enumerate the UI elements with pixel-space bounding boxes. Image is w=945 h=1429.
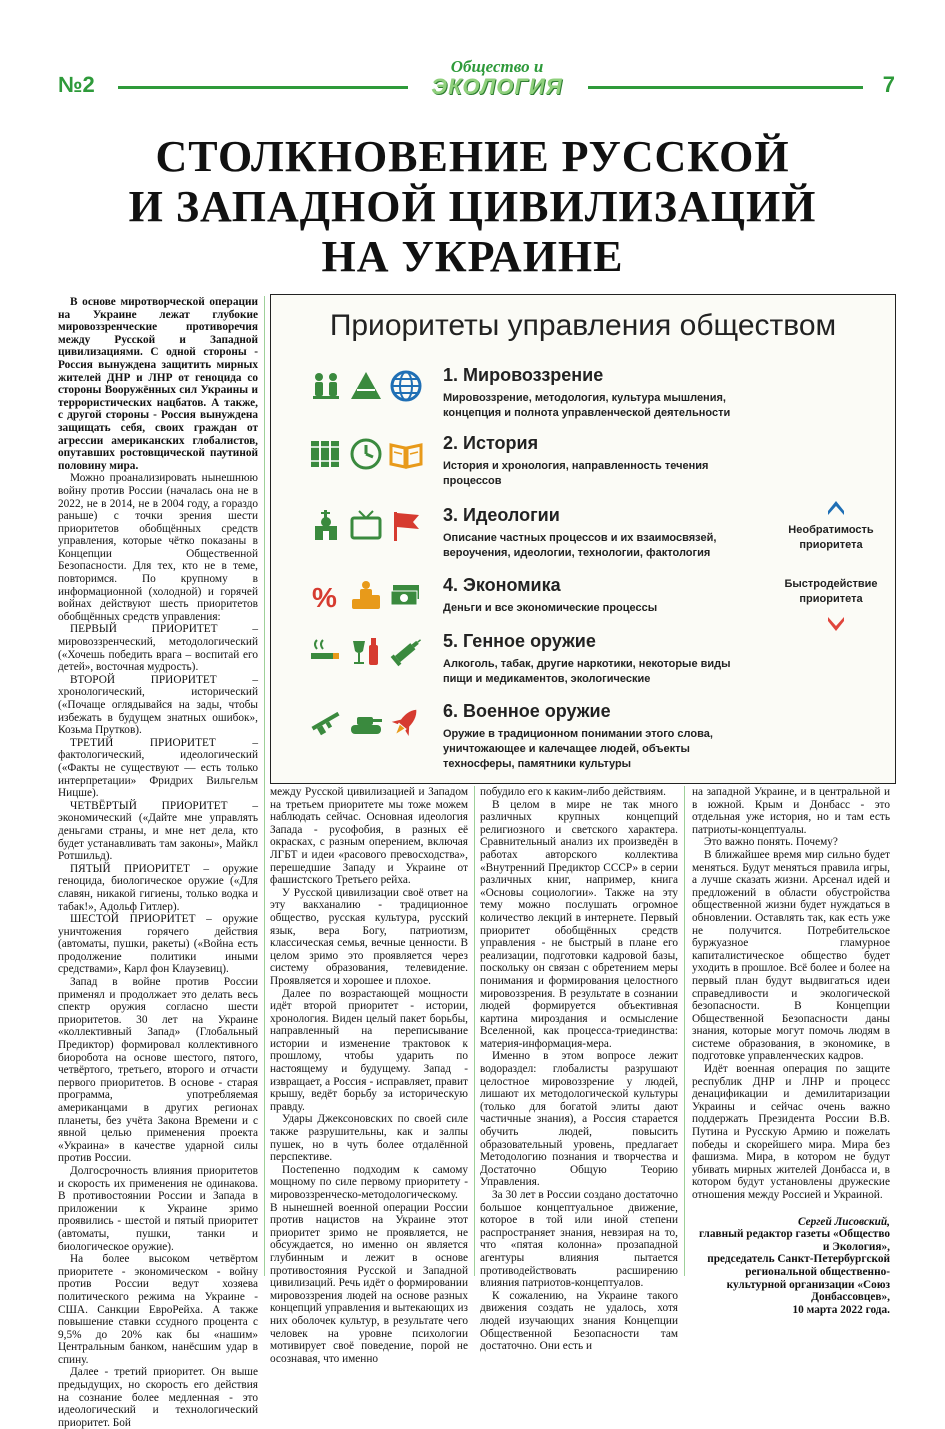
paragraph: ЧЕТВЁРТЫЙ ПРИОРИТЕТ – экономический («Дайте мне управлять деньгами страны, и мне нет дела, кто будет устанавливать там законы», Майкл Ротшильд). — [58, 799, 258, 863]
author-name: Сергей Лисовский, — [797, 1215, 890, 1228]
paragraph: Это важно понять. Почему? — [704, 836, 838, 849]
coins-icon — [349, 579, 383, 613]
column-divider — [264, 296, 265, 1276]
priority-description: Мировоззрение, методология, культура мышления, концепция и полнота управленческой деятельности — [443, 392, 731, 419]
paragraph: Удары Джексоновских по своей силе также разрушительны, как и залпы пушек, но в чуть более отдалённой перспективе. — [270, 1113, 468, 1164]
infographic-title: Приоритеты управления обществом — [329, 309, 837, 342]
paragraph: Долгосрочность влияния приоритетов и скорость их применения не одинакова. В противостоянии России и Запада в приложении к Украине зримо проявились - шестой и пятый приоритет (автоматы, пушки, танки и биологическое оружие). — [58, 1164, 258, 1253]
tv-icon — [349, 509, 383, 543]
article-column-2 — [270, 786, 468, 1365]
syringe-icon — [389, 635, 423, 669]
page-number: 7 — [882, 72, 895, 97]
issue-number: №2 — [58, 72, 95, 97]
paragraph: Далее по возрастающей мощности идёт второй приоритет - истории, хронология. Виден целый пакет борьбы, направленный на переписывание истории и изменение трактовок к прошлому, чтобы ударить по настоящему и будущему. Запад - извращает, а Россия - исправляет, правит крышу, ведёт борьбу за историческую правду. — [270, 987, 468, 1113]
author-credentials: 10 марта 2022 года. — [792, 1303, 890, 1316]
paragraph: между Русской цивилизацией и Западом на третьем приоритете мы тоже можем наблюдать сейчас. Основная идеология Запада - русофобия, в разных её окрасках, с разным оперением, включая ЛГБТ и идеи «расового превосходства», перешедшие Западу и Украине от фашистского Третьего рейха. — [270, 786, 468, 887]
paragraph: ВТОРОЙ ПРИОРИТЕТ – хронологический, исторический («Почаще оглядывайся на зады, чтобы избежать в будущем знатных ошибок», Козьма Прутков). — [58, 673, 258, 737]
globe-icon — [389, 369, 423, 403]
speed-label: Быстродействие приоритета — [784, 578, 878, 605]
paragraph: ПЕРВЫЙ ПРИОРИТЕТ – мировоззренческий, методологический («Хочешь победить врага – воспитай его детей», восточная мудрость). — [58, 623, 258, 674]
column-divider — [474, 786, 475, 1276]
flag-icon — [389, 509, 423, 543]
newspaper-logo — [412, 58, 582, 102]
paragraph: ТРЕТИЙ ПРИОРИТЕТ – фактологический, идеологический («Факты не существуют — есть только интерпретации» Фридрих Вильгельм Ницше). — [58, 736, 258, 800]
paragraph: ПЯТЫЙ ПРИОРИТЕТ – оружие геноцида, биологическое оружие («Для славян, никакой гигиены, только водка и табак!», Адольф Гитлер). — [58, 862, 258, 913]
cigarette-icon — [309, 635, 343, 669]
priority-heading: 6. Военное оружие — [443, 701, 611, 721]
banknotes-icon — [389, 579, 423, 613]
irreversibility-label: Необратимость приоритета — [788, 524, 874, 551]
rocket-icon — [389, 705, 423, 739]
percent-icon — [309, 579, 343, 613]
paragraph: За 30 лет в России создано достаточно большое концептуальное движение, которое в той или иной степени распространяет знания, невзирая на то, что «пятая колонна» прозападной агентуры влияния пытается противодействовать расширению влияния патриотов-концептуалов. — [480, 1189, 678, 1290]
priorities-infographic — [270, 294, 896, 784]
paragraph: В целом в мире не так много различных крупных концепций религиозного и светского характера. Сравнительный анализ их произведён в работах авторского коллектива «Внутренний Предиктор СССР» в серии различных книг, например, книга «Основы социологии». Также на эту тему можно послушать огромное количество лекций в интернете. Первый приоритет обобщённых средств управления - не быстрый в плане его реализации, подготовки кадровой базы, поскольку он связан с обретением меры понимания и формирования целостного мировоззрения. В результате в сознании людей формируется объективная картина мироздания и осмысление Вселенной, как процесса-триединства: материя-информация-мера. — [480, 798, 678, 1050]
paragraph: К сожалению, на Украине такого движения создать не удалось, хотя людей изучающих знания Концепции Общественной Безопасности там достаточно. Они есть и — [480, 1289, 678, 1353]
paragraph: Запад в войне против России применял и продолжает это делать весь спектр оружия согласно шести приоритетов. 30 лет на Украине «коллективный Запад» (Глобальный Предиктор) формировал коллективного биоробота на основе шестого, пятого, четвёртого, третьего, второго и отчасти первого приоритетов. В основе - старая программа, употребляемая американцами в других регионах планеты, без учёта Закона Времени и с явной целью применения проекта «Украина» в качестве ударной силы против России. — [58, 976, 258, 1165]
priority-heading: 3. Идеологии — [443, 505, 560, 525]
paragraph: Постепенно подходим к самому мощному по силе первому приоритету - мировоззренческо-методологическому. В нынешней военной операции России против нацистов на Украине этот приоритет зримо не проявляется, не обсуждается, но именно он является глубинным и лежит в основе противостояния Русской и Западной цивилизаций. Речь идёт о формировании мировоззрения людей на основе разных концепций управления и вытекающих из них оболочек культур, в результате чего человек на уровне психологии мотивирует своё поведение, порой не осознавая, что именно — [270, 1163, 468, 1365]
paragraph: Можно проанализировать нынешнюю войну против России (началась она не в 2022, не в 2014, не в 2004 году, а гораздо раньше) с точки зрения шести приоритетов обобщённых средств управления, которые чётко показаны в Концепции Общественной Безопасности. Для тех, кто не в теме, повторимся. По крупному в информационной (холодной) и горячей войнах действуют шесть приоритетов обобщённых средств управления: — [58, 472, 258, 623]
paragraph: ШЕСТОЙ ПРИОРИТЕТ – оружие уничтожения горячего действия (автоматы, пушки, ракеты) («Война есть продолжение политики иными средствами», Карл фон Клаузевиц). — [58, 913, 258, 976]
rifle-icon — [309, 705, 343, 739]
header-rule-left — [118, 86, 408, 89]
title-line: СТОЛКНОВЕНИЕ РУССКОЙ — [155, 132, 790, 181]
priority-description: История и хронология, направленность течения процессов — [443, 460, 709, 487]
paragraph: Далее - третий приоритет. Он выше предыдущих, но скорость его действия на сознание более медленная - это идеологический и технологический приоритет. Бой — [58, 1366, 258, 1429]
paragraph: В ближайшее время мир сильно будет меняться. Будут меняться правила игры, а лучше сказать жизни. Арсенал идей и предложений в области обустройства общественной жизни будет нуждаться в обновлении. Оставлять так, как есть уже не получится. Потребительское буржуазное гламурное капиталистическое общество будет уходить в прошлое. Всё более и более на первый план будут выдвигаться идеи справедливости и экологической безопасности. В Концепции Общественной Безопасности даны знания, которые могут помочь людям в системе образования, в экономике, в подготовке управленческих кадров. — [692, 848, 890, 1063]
chevron-down-icon — [824, 613, 848, 635]
header-rule-right — [588, 86, 863, 89]
clock-icon — [349, 437, 383, 471]
priority-description: Алкоголь, табак, другие наркотики, некоторые виды пищи и медикаментов, экологические — [443, 658, 731, 685]
priority-heading: 1. Мировоззрение — [443, 365, 604, 385]
priority-icons — [309, 705, 429, 741]
wine-icon — [349, 635, 383, 669]
article-title — [60, 132, 885, 282]
priority-icons — [309, 579, 429, 615]
column-divider — [684, 786, 685, 1276]
paragraph: У Русской цивилизации своё ответ на эту вакханалию - традиционное общество, русская культура, русский язык, вера Богу, патриотизм, классическая семья, вечные ценности. В целом зримо это проявляется через систему образования, телевидение. Проявляется и хорошее и плохое. — [270, 886, 468, 987]
priority-icons — [309, 635, 429, 671]
paragraph: Идёт военная операция по защите республик ДНР и ЛНР и процесс денацификации и демилитаризации Украины и сейчас очень важно поддержать Президента России В.В. Путина и Русскую Армию и пожелать победы и скорейшего мира. Мира без фашизма. Мира, в котором не будут убивать мирных жителей Донбасса и, в котором будут установлены дружеские отношения между Россией и Украиной. — [692, 1063, 890, 1201]
priority-description: Деньги и все экономические процессы — [443, 602, 658, 614]
pyramid-icon — [349, 369, 383, 403]
author-credentials: главный редактор газеты «Общество и Экология», — [698, 1228, 890, 1253]
article-column-1 — [58, 296, 258, 1429]
article-column-3 — [480, 786, 678, 1353]
title-line: НА УКРАИНЕ — [321, 232, 624, 281]
priority-description: Описание частных процессов и их взаимосвязей, вероучения, идеологии, технологии, фактология — [443, 532, 717, 559]
priority-icons — [309, 509, 429, 545]
page-header — [40, 58, 905, 104]
tank-icon — [349, 705, 383, 739]
logo-top-text: Общество и — [450, 57, 544, 76]
article-column-4 — [692, 786, 890, 1316]
priority-icons — [309, 369, 429, 405]
open-book-icon — [389, 437, 423, 471]
chevron-up-icon — [824, 495, 848, 517]
logo-bottom-text: ЭКОЛОГИЯ — [431, 74, 563, 99]
paragraph: Именно в этом вопросе лежит водораздел: глобалисты разрушают целостное мировоззрение у людей, лишают их методологической культуры (только для богатой элиты дают частичные знания), а Россия старается обучить людей, повысить образовательный уровень, предлагает Методологию познания и творчества и Достаточно Общую Теорию Управления. — [480, 1050, 678, 1189]
books-icon — [309, 437, 343, 471]
paragraph: на западной Украине, и в центральной и в южной. Крым и Донбасс - это отдельная уже история, но и там есть патриоты-концептуалы. — [692, 786, 890, 836]
priority-heading: 2. История — [443, 433, 539, 453]
priority-icons — [309, 437, 429, 473]
priority-heading: 5. Генное оружие — [443, 631, 596, 651]
church-icon — [309, 509, 343, 543]
lead-paragraph: В основе миротворческой операции на Украине лежат глубокие мировоззренческие противоречия между Русской и Западной цивилизациями. С одной стороны - Россия вынуждена защитить мирных жителей ДНР и ЛНР от геноцида со стороны Вооружённых сил Украины и террористических нацбатов. А также, с другой стороны - Россия вынуждена защищать себя, своих граждан от агрессии американских глобалистов, опутавших ростовщической паутиной половину мира. — [58, 296, 258, 472]
priority-heading: 4. Экономика — [443, 575, 561, 595]
svg-text:%: % — [312, 582, 337, 613]
title-line: И ЗАПАДНОЙ ЦИВИЛИЗАЦИЙ — [128, 182, 817, 231]
paragraph: побудило его к каким-либо действиям. — [480, 786, 666, 798]
paragraph: На более высоком четвёртом приоритете - экономическом - войну против России ведут хозяева политического режима на Украине - США. Санкции ЕвроРейха. А также повышение ставки ссудного процента с 9,5% до 20% как бы «нашим» Центральным банком, нанёсшим удар в спину. — [58, 1253, 258, 1366]
people-icon — [309, 369, 343, 403]
priority-description: Оружие в традиционном понимании этого слова, уничтожающее и калечащее людей, объекты техносферы, памятники культуры — [443, 728, 713, 770]
author-credentials: председатель Санкт-Петербургской региональной общественно-культурной организации «Союз Донбассовцев», — [707, 1253, 890, 1304]
